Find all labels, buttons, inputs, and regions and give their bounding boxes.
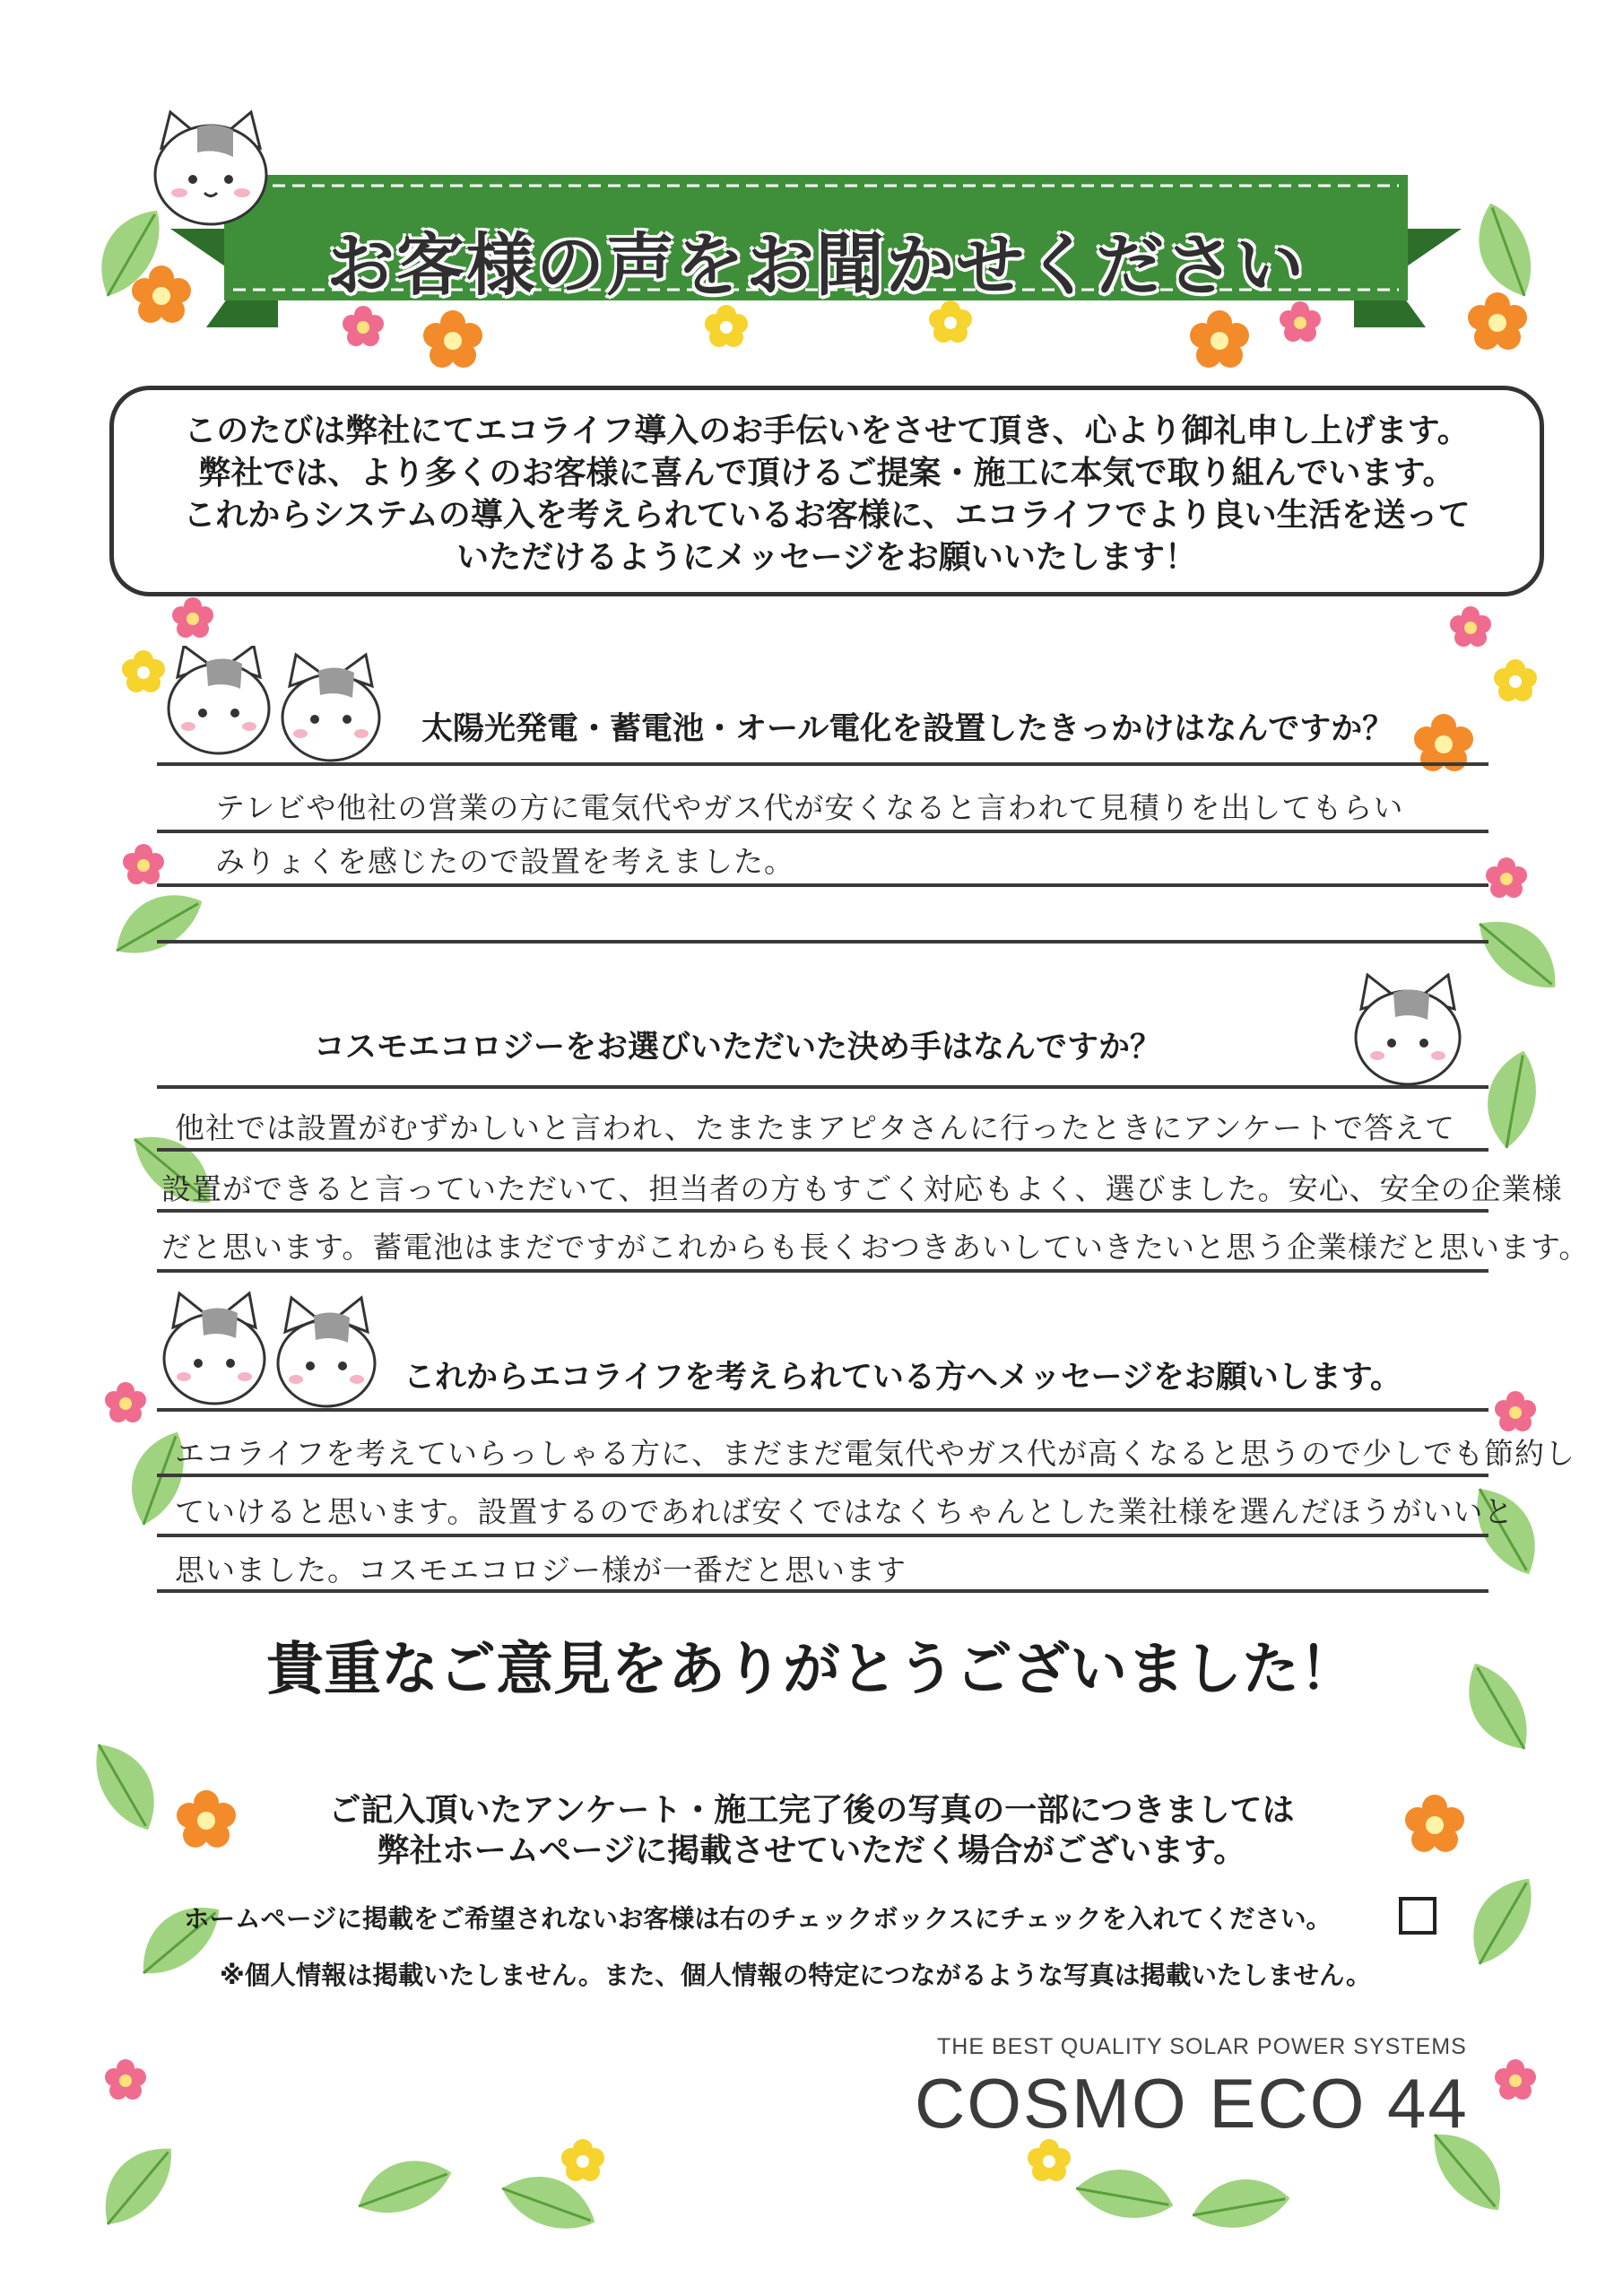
rule-line — [157, 1408, 1488, 1412]
question-3-heading: これからエコライフを考えられている方へメッセージをお願いします。 — [404, 1360, 1402, 1396]
intro-line: このたびは弊社にてエコライフ導入のお手伝いをさせて頂き、心より御礼申し上げます。 — [184, 413, 1470, 449]
question-2-heading: コスモエコロジーをお選びいただいた決め手はなんですか？ — [314, 1030, 1162, 1065]
checkbox-label: ホームページに掲載をご希望されないお客様は右のチェックボックスにチェックを入れてください。 — [184, 1904, 1332, 1934]
logo-tagline: THE BEST QUALITY SOLAR POWER SYSTEMS — [937, 2034, 1467, 2059]
cat-pair-icon — [157, 1292, 390, 1413]
notice-line-2: 弊社ホームページに掲載させていただく場合がございます。 — [377, 1832, 1246, 1869]
rule-line — [157, 762, 1488, 766]
thanks-heading: 貴重なご意見をありがとうございました！ — [266, 1637, 1357, 1703]
cat-pair-icon — [161, 646, 395, 762]
rule-line — [157, 1589, 1488, 1593]
rule-line — [157, 1085, 1488, 1089]
answer-3-line-2: ていけると思います。設置するのであれば安くではなくちゃんとした業社様を選んだほうがいいと — [175, 1494, 1515, 1529]
answer-2-line-2: 設置ができると言っていただいて、担当者の方もすごく対応もよく、選びました。安心、安全の企業様 — [161, 1171, 1563, 1206]
answer-2-line-3: だと思います。蓄電池はまだですがこれからも長くおつきあいしていきたいと思う企業様だと思います。 — [161, 1230, 1590, 1265]
cat-mascot-icon — [143, 108, 278, 233]
title-banner — [170, 175, 1462, 354]
rule-line — [157, 883, 1488, 887]
company-logo: COSMO ECO 44 — [915, 2064, 1469, 2143]
cat-mascot-icon — [1345, 973, 1471, 1090]
rule-line — [157, 1269, 1488, 1273]
intro-line: これからシステムの導入を考えられているお客様に、エコライフでより良い生活を送って — [183, 497, 1471, 534]
rule-line — [157, 1474, 1488, 1477]
answer-1-line-1: テレビや他社の営業の方に電気代やガス代が安くなると言われて見積りを出してもらい — [215, 790, 1404, 825]
banner-title: お客様の声をお聞かせください — [326, 225, 1306, 305]
intro-line: 弊社では、より多くのお客様に喜んで頂けるご提案・施工に本気で取り組んでいます。 — [198, 455, 1455, 491]
rule-line — [157, 1534, 1488, 1537]
notice-line-1: ご記入頂いたアンケート・施工完了後の写真の一部につきましては — [328, 1792, 1295, 1829]
rule-line — [157, 830, 1488, 833]
answer-3-line-3: 思いました。コスモエコロジー様が一番だと思います — [175, 1552, 907, 1587]
answer-2-line-1: 他社では設置がむずかしいと言われ、たまたまアピタさんに行ったときにアンケートで答えて — [175, 1110, 1455, 1145]
answer-3-line-1: エコライフを考えていらっしゃる方に、まだまだ電気代やガス代が高くなると思うので少しでも節約し — [175, 1436, 1576, 1471]
opt-out-checkbox[interactable] — [1399, 1897, 1436, 1935]
rule-line — [157, 1148, 1488, 1152]
rule-line — [157, 1209, 1488, 1213]
intro-message-box — [109, 386, 1544, 596]
question-1-heading: 太陽光発電・蓄電池・オール電化を設置したきっかけはなんですか？ — [421, 711, 1394, 747]
intro-line: いただけるようにメッセージをお願いいたします！ — [456, 539, 1197, 576]
rule-line — [157, 940, 1488, 944]
answer-1-line-2: みりょくを感じたので設置を考えました。 — [215, 844, 794, 879]
privacy-note: ※個人情報は掲載いたしません。また、個人情報の特定につながるような写真は掲載いたしません。 — [220, 1961, 1372, 1990]
